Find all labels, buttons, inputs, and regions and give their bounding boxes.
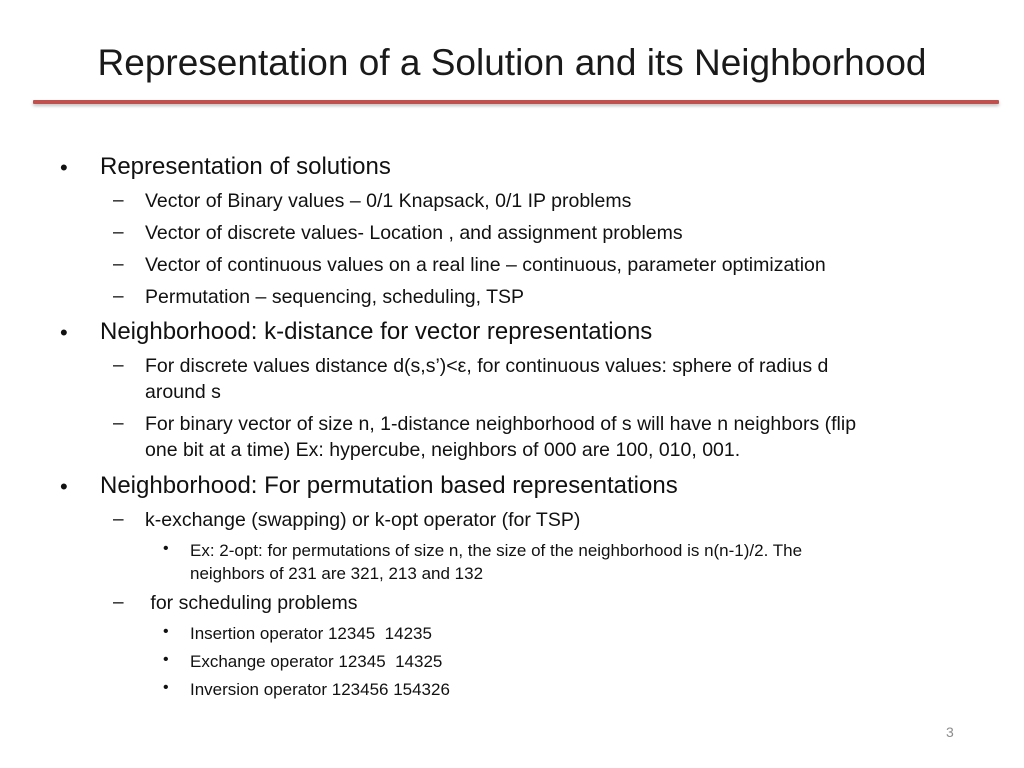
- bullet-icon: •: [163, 623, 169, 640]
- list-item-line: around s: [145, 381, 221, 403]
- list-item: k-exchange (swapping) or k-opt operator (for TSP): [145, 509, 581, 531]
- sub-item: Inversion operator 123456 154326: [190, 680, 450, 699]
- dash-icon: –: [113, 286, 124, 307]
- list-item: Vector of Binary values – 0/1 Knapsack, 0/1 IP problems: [145, 190, 632, 212]
- section-heading: Neighborhood: k-distance for vector representations: [100, 318, 653, 345]
- bullet-icon: •: [163, 679, 169, 696]
- sub-item-line: neighbors of 231 are 321, 213 and 132: [190, 564, 484, 583]
- slide-title: Representation of a Solution and its Neighborhood: [97, 42, 927, 83]
- sub-item: Insertion operator 12345 14235: [190, 624, 432, 643]
- sub-item: Exchange operator 12345 14325: [190, 652, 443, 671]
- bullet-icon: •: [60, 155, 68, 180]
- list-item-line: For binary vector of size n, 1-distance neighborhood of s will have n neighbors (flip: [145, 413, 857, 435]
- list-item-line: For discrete values distance d(s,s’)<ε, for continuous values: sphere of radius d: [145, 355, 829, 377]
- dash-icon: –: [113, 355, 124, 376]
- dash-icon: –: [113, 222, 124, 243]
- bullet-icon: •: [60, 320, 68, 345]
- bullet-icon: •: [60, 474, 68, 499]
- list-item: Permutation – sequencing, scheduling, TSP: [145, 286, 525, 308]
- sub-item-line: Ex: 2-opt: for permutations of size n, the size of the neighborhood is n(n-1)/2. The: [190, 541, 803, 560]
- dash-icon: –: [113, 190, 124, 211]
- list-item: Vector of discrete values- Location , and assignment problems: [145, 222, 683, 244]
- list-item: for scheduling problems: [145, 592, 358, 614]
- section-heading: Neighborhood: For permutation based representations: [100, 472, 678, 499]
- dash-icon: –: [113, 509, 124, 530]
- dash-icon: –: [113, 592, 124, 613]
- section-heading: Representation of solutions: [100, 153, 391, 180]
- list-item: Vector of continuous values on a real line – continuous, parameter optimization: [145, 254, 826, 276]
- bullet-icon: •: [163, 651, 169, 668]
- dash-icon: –: [113, 413, 124, 434]
- dash-icon: –: [113, 254, 124, 275]
- bullet-icon: •: [163, 540, 169, 557]
- slide-number: 3: [946, 724, 954, 740]
- list-item-line: one bit at a time) Ex: hypercube, neighbors of 000 are 100, 010, 001.: [145, 439, 741, 461]
